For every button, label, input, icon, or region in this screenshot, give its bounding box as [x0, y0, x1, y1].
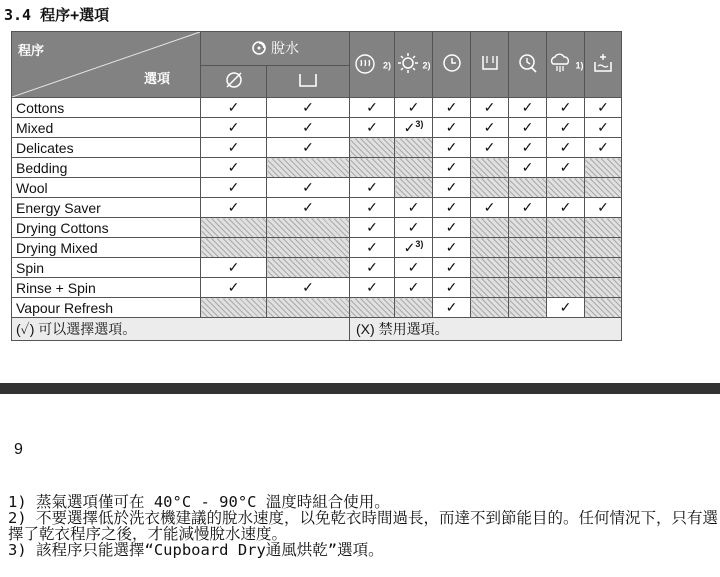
- page-number: 9: [14, 441, 23, 458]
- check-mark: ✓: [597, 119, 609, 135]
- program-name: Drying Mixed: [12, 238, 201, 258]
- option-available-cell: [267, 278, 350, 298]
- steam-cloud-icon: [548, 61, 576, 77]
- check-mark: ✓: [445, 119, 458, 135]
- option-available-cell: [350, 218, 395, 238]
- option-disabled-cell: [471, 158, 509, 178]
- option-available-cell: [395, 118, 433, 138]
- option-disabled-cell: [267, 258, 350, 278]
- check-mark: ✓: [445, 219, 458, 235]
- check-mark: ✓: [445, 139, 458, 155]
- check-mark: ✓: [445, 279, 458, 295]
- check-mark: ✓: [227, 179, 240, 195]
- check-mark: ✓: [302, 179, 314, 195]
- check-mark: ✓: [227, 119, 240, 135]
- check-mark: ✓: [521, 139, 534, 155]
- program-row: [12, 278, 622, 298]
- option-disabled-cell: [267, 298, 350, 318]
- option-available-cell: [471, 98, 509, 118]
- option-disabled-cell: [547, 278, 585, 298]
- program-row: [12, 238, 622, 258]
- temperature-icon: [397, 61, 423, 77]
- option-disabled-cell: [395, 138, 433, 158]
- corner-program-label: 程序: [18, 43, 45, 58]
- steam-sup: 2): [382, 60, 391, 71]
- option-available-cell: [395, 218, 433, 238]
- option-available-cell: [395, 238, 433, 258]
- option-available-cell: [509, 118, 547, 138]
- section-title: 3.4 程序+選項: [4, 6, 110, 24]
- option-available-cell: [471, 198, 509, 218]
- option-disabled-cell: [395, 158, 433, 178]
- footnote-2: 2) 不要選擇低於洗衣機建議的脫水速度，以免乾衣時間過長，而達不到節能目的。任何情況下，只有選擇了乾衣程序之後，才能減慢脫水速度。: [8, 509, 718, 543]
- option-disabled-cell: [585, 158, 622, 178]
- option-disabled-cell: [395, 298, 433, 318]
- legend-selectable: (✓) 可以選擇選項。: [12, 318, 350, 341]
- program-name: Rinse + Spin: [12, 278, 201, 298]
- program-name: Bedding: [12, 158, 201, 178]
- steam-icon: [353, 61, 383, 77]
- option-available-cell: [547, 158, 585, 178]
- option-available-cell: [433, 278, 471, 298]
- header-no-spin: [201, 66, 267, 98]
- footnote-1: 1) 蒸氣選項僅可在 40°C - 90°C 溫度時組合使用。: [8, 493, 390, 511]
- option-available-cell: [350, 118, 395, 138]
- option-disabled-cell: [471, 258, 509, 278]
- check-mark: ✓: [445, 239, 458, 255]
- option-available-cell: [350, 198, 395, 218]
- option-available-cell: [433, 238, 471, 258]
- option-available-cell: [350, 178, 395, 198]
- option-available-cell: [471, 138, 509, 158]
- check-mark: ✓: [403, 119, 416, 136]
- footnotes: [8, 494, 718, 558]
- program-name: Mixed: [12, 118, 201, 138]
- option-available-cell: [201, 178, 267, 198]
- check-mark: ✓: [521, 119, 534, 135]
- option-available-cell: [350, 278, 395, 298]
- check-mark: ✓: [407, 259, 420, 275]
- check-mark: ✓: [403, 239, 416, 256]
- spin-group-label: 脫水: [270, 40, 299, 57]
- check-mark: ✓: [407, 199, 420, 215]
- option-available-cell: [395, 278, 433, 298]
- check-mark: ✓: [445, 199, 458, 215]
- check-mark: ✓: [445, 179, 458, 195]
- option-disabled-cell: [585, 238, 622, 258]
- check-mark: ✓: [366, 179, 378, 195]
- option-available-cell: [395, 98, 433, 118]
- check-mark: ✓: [483, 119, 496, 135]
- header-time-save: [433, 32, 471, 98]
- spin-icon: [251, 40, 267, 59]
- footnote-ref: 3): [415, 238, 424, 249]
- option-available-cell: [509, 158, 547, 178]
- option-disabled-cell: [267, 218, 350, 238]
- option-available-cell: [267, 118, 350, 138]
- check-mark: ✓: [483, 199, 496, 215]
- check-mark: ✓: [227, 99, 240, 115]
- program-row: [12, 178, 622, 198]
- option-disabled-cell: [585, 298, 622, 318]
- check-mark: ✓: [227, 279, 240, 295]
- option-disabled-cell: [201, 218, 267, 238]
- spin-group-header: [201, 32, 350, 66]
- program-row: [12, 198, 622, 218]
- option-available-cell: [350, 258, 395, 278]
- program-name: Delicates: [12, 138, 201, 158]
- option-available-cell: [350, 98, 395, 118]
- program-row: [12, 138, 622, 158]
- extra-rinse-icon: [479, 61, 501, 77]
- option-available-cell: [509, 198, 547, 218]
- header-delay-start: [509, 32, 547, 98]
- option-disabled-cell: [267, 238, 350, 258]
- check-mark: ✓: [227, 199, 240, 215]
- check-mark: ✓: [407, 99, 420, 115]
- option-disabled-cell: [509, 218, 547, 238]
- option-available-cell: [433, 258, 471, 278]
- option-available-cell: [201, 138, 267, 158]
- delay-start-icon: [517, 61, 539, 77]
- option-disabled-cell: [350, 138, 395, 158]
- option-available-cell: [433, 218, 471, 238]
- rinse-hold-icon: [297, 76, 319, 92]
- option-available-cell: [201, 98, 267, 118]
- check-mark: ✓: [366, 119, 378, 135]
- check-mark: ✓: [302, 139, 314, 155]
- corner-options-label: 選項: [143, 71, 170, 86]
- legend-disabled: (X) 禁用選項。: [350, 318, 622, 341]
- program-name: Cottons: [12, 98, 201, 118]
- check-mark: ✓: [227, 159, 240, 175]
- option-available-cell: [267, 98, 350, 118]
- option-disabled-cell: [471, 298, 509, 318]
- header-steam-cloud: [547, 32, 585, 98]
- option-disabled-cell: [585, 258, 622, 278]
- option-available-cell: [433, 158, 471, 178]
- header-rinse-hold: [267, 66, 350, 98]
- program-row: [12, 118, 622, 138]
- check-mark: ✓: [559, 99, 572, 115]
- option-available-cell: [433, 178, 471, 198]
- option-available-cell: [433, 298, 471, 318]
- check-mark: ✓: [302, 99, 314, 115]
- option-disabled-cell: [585, 218, 622, 238]
- option-available-cell: [585, 198, 622, 218]
- program-row: [12, 258, 622, 278]
- check-mark: ✓: [302, 199, 314, 215]
- option-available-cell: [585, 138, 622, 158]
- header-steam: [350, 32, 395, 98]
- option-available-cell: [585, 98, 622, 118]
- program-name: Wool: [12, 178, 201, 198]
- check-mark: ✓: [521, 159, 534, 175]
- option-disabled-cell: [350, 298, 395, 318]
- check-mark: ✓: [302, 279, 314, 295]
- option-disabled-cell: [547, 178, 585, 198]
- option-available-cell: [395, 198, 433, 218]
- option-available-cell: [547, 98, 585, 118]
- option-disabled-cell: [547, 258, 585, 278]
- option-disabled-cell: [509, 178, 547, 198]
- check-mark: ✓: [559, 139, 572, 155]
- option-disabled-cell: [471, 178, 509, 198]
- option-available-cell: [585, 118, 622, 138]
- header-temperature: [395, 32, 433, 98]
- option-disabled-cell: [509, 298, 547, 318]
- time-save-icon: [441, 61, 463, 77]
- program-name: Drying Cottons: [12, 218, 201, 238]
- option-available-cell: [433, 198, 471, 218]
- check-mark: ✓: [302, 119, 314, 135]
- program-name: Spin: [12, 258, 201, 278]
- option-available-cell: [267, 138, 350, 158]
- option-disabled-cell: [471, 238, 509, 258]
- option-available-cell: [433, 138, 471, 158]
- option-disabled-cell: [267, 158, 350, 178]
- option-available-cell: [433, 98, 471, 118]
- option-available-cell: [201, 118, 267, 138]
- check-mark: ✓: [445, 99, 458, 115]
- check-mark: ✓: [366, 199, 378, 215]
- program-row: [12, 98, 622, 118]
- program-options-table: [11, 31, 622, 341]
- check-mark: ✓: [366, 259, 378, 275]
- header-stain: [585, 32, 622, 98]
- check-mark: ✓: [559, 199, 572, 215]
- check-mark: ✓: [366, 99, 378, 115]
- option-disabled-cell: [547, 238, 585, 258]
- program-name: Vapour Refresh: [12, 298, 201, 318]
- option-available-cell: [509, 138, 547, 158]
- check-mark: ✓: [483, 139, 496, 155]
- check-mark: ✓: [597, 199, 609, 215]
- check-mark: ✓: [445, 159, 458, 175]
- no-spin-icon: [224, 77, 244, 93]
- check-mark: ✓: [559, 119, 572, 135]
- check-mark: ✓: [521, 199, 534, 215]
- check-mark: ✓: [559, 159, 572, 175]
- program-row: [12, 218, 622, 238]
- option-disabled-cell: [395, 178, 433, 198]
- option-disabled-cell: [350, 158, 395, 178]
- option-available-cell: [201, 158, 267, 178]
- option-disabled-cell: [509, 238, 547, 258]
- option-disabled-cell: [585, 278, 622, 298]
- option-available-cell: [201, 278, 267, 298]
- program-row: [12, 298, 622, 318]
- check-mark: ✓: [366, 239, 378, 255]
- option-available-cell: [547, 118, 585, 138]
- header-extra-rinse: [471, 32, 509, 98]
- check-mark: ✓: [445, 259, 458, 275]
- check-mark: ✓: [366, 279, 378, 295]
- option-disabled-cell: [471, 278, 509, 298]
- option-disabled-cell: [201, 298, 267, 318]
- header-corner: [12, 32, 201, 98]
- option-disabled-cell: [547, 218, 585, 238]
- check-mark: ✓: [407, 279, 420, 295]
- option-available-cell: [395, 258, 433, 278]
- check-mark: ✓: [483, 99, 496, 115]
- program-row: [12, 158, 622, 178]
- footnote-3: 3) 該程序只能選擇“Cupboard Dry通風烘乾”選項。: [8, 541, 384, 559]
- option-available-cell: [471, 118, 509, 138]
- check-mark: ✓: [445, 299, 458, 315]
- option-disabled-cell: [509, 278, 547, 298]
- check-mark: ✓: [597, 99, 609, 115]
- option-disabled-cell: [585, 178, 622, 198]
- legend-row: [12, 318, 622, 341]
- check-mark: ✓: [521, 99, 534, 115]
- check-mark: ✓: [559, 299, 572, 315]
- option-available-cell: [547, 138, 585, 158]
- option-available-cell: [547, 198, 585, 218]
- option-available-cell: [267, 178, 350, 198]
- check-mark: ✓: [597, 139, 609, 155]
- check-mark: ✓: [407, 219, 420, 235]
- option-available-cell: [267, 198, 350, 218]
- footnote-ref: 3): [415, 118, 424, 129]
- option-available-cell: [547, 298, 585, 318]
- option-disabled-cell: [201, 238, 267, 258]
- program-name: Energy Saver: [12, 198, 201, 218]
- check-mark: ✓: [227, 259, 240, 275]
- option-available-cell: [201, 258, 267, 278]
- check-mark: ✓: [366, 219, 378, 235]
- option-disabled-cell: [509, 258, 547, 278]
- check-mark: ✓: [227, 139, 240, 155]
- option-available-cell: [509, 98, 547, 118]
- steam-cloud-sup: 1): [575, 60, 584, 71]
- option-available-cell: [433, 118, 471, 138]
- stain-icon: [592, 61, 614, 77]
- option-available-cell: [201, 198, 267, 218]
- page-divider: [0, 383, 720, 394]
- option-disabled-cell: [471, 218, 509, 238]
- temperature-sup: 2): [422, 60, 431, 71]
- option-available-cell: [350, 238, 395, 258]
